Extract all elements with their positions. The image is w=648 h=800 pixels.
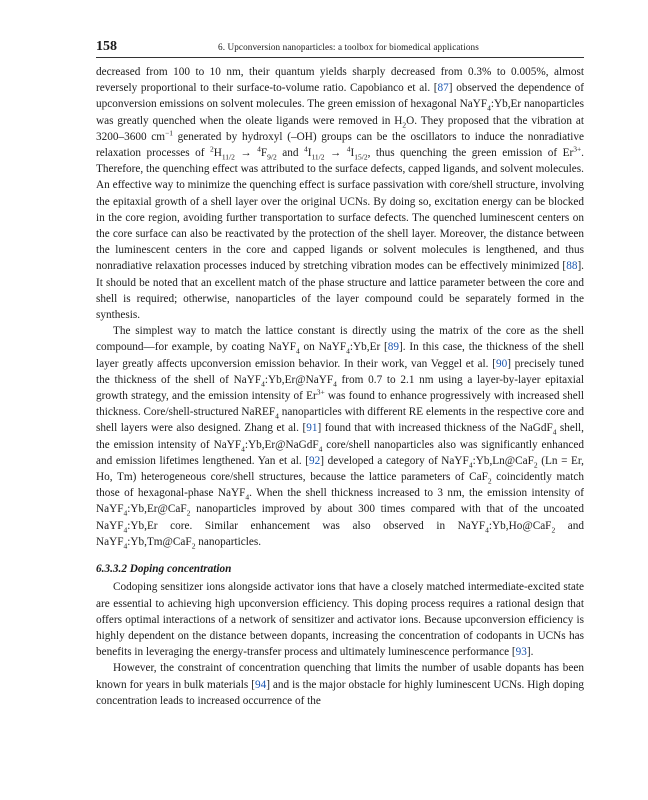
paragraph: decreased from 100 to 10 nm, their quantum yields sharply decreased from 0.3% to 0.005%, almost reversely proportional to their surface-to-volume ratio. Capobianco et al. [87] observed the dependence of upconversion emissions on solvent molecules. The green emission of hexagonal NaYF$_4$:Yb,Er nanoparticles was greatly quenched when the oleate ligands were removed in $H_2O$. They proposed that the vibration at 3200–3600 $cm^{-1}$ generated by hydroxyl (–OH) groups can be the oscillators to induce the nonradiative relaxation processes of $^2H_{11/2} \to ^4F_{9/2}$ and $^4I_{11/2} \to ^4I_{15/2}$, thus quenching the green emission of $Er^{3+}$. Therefore, the quenching effect was attributed to the surface defects, capped ligands, and solvent molecules. An effective way to minimize the quenching effect is surface passivation with core/shell structure, involving the epitaxial growth of a shell layer over the original UCNs. By doing so, excitation energy can be blocked in the core region, avoiding further transportation to surface defects. The quenched luminescent centers on the core surface can also be reactivated by the protection of the shell layer. Moreover, the distance between the luminescent centers in the core and capped ligands or solvent molecules is lengthened, and thus nonradiative relaxation processes induced by stretching vibration modes can be effectively minimized [88]. It should be noted that an excellent match of the phase structure and lattice parameter between the core and shell is required; otherwise, nanoparticles of the layer compound could be separately formed in the synthesis. bbox=[96, 66, 584, 322]
header-rule bbox=[96, 57, 584, 58]
page-number: 158 bbox=[96, 39, 117, 54]
page-header bbox=[96, 39, 584, 55]
section-heading bbox=[96, 561, 584, 577]
citation-link[interactable]: 88 bbox=[566, 260, 578, 273]
citation-link[interactable]: 91 bbox=[306, 422, 318, 435]
body-text bbox=[96, 64, 584, 709]
section-number: 6.3.3.2 bbox=[96, 563, 127, 576]
citation-link[interactable]: 92 bbox=[308, 454, 321, 467]
citation-link[interactable]: 94 bbox=[254, 678, 267, 691]
paragraph: However, the constraint of concentration quenching that limits the number of usable dopants has been known for years in bulk materials [94] and is the major obstacle for highly luminescent UCNs. High doping concentration leads to increased occurrence of the bbox=[96, 662, 584, 707]
running-head: 6. Upconversion nanoparticles: a toolbox for biomedical applications bbox=[218, 42, 479, 52]
paragraph: The simplest way to match the lattice constant is directly using the matrix of the core as the shell compound—for example, by coating NaYF$_4$ on NaYF$_4$:Yb,Er [89]. In this case, the thickness of the shell layer greatly affects upconversion emission behavior. In their work, van Veggel et al. [90] precisely tuned the thickness of the shell of NaYF$_4$:Yb,Er@NaYF$_4$ from 0.7 to 2.1 nm using a layer-by-layer epitaxial growth strategy, and the emission intensity of $Er^{3+}$ was found to enhance progressively with increased shell thickness. Core/shell-structured NaREF$_4$ nanoparticles with different RE elements in the respective core and shell layers were also designed. Zhang et al. [91] found that with increased thickness of the NaGdF$_4$ shell, the emission intensity of NaYF$_4$:Yb,Er@NaGdF$_4$ core/shell nanoparticles also was significantly enhanced and emission lifetimes lengthened. Yan et al. [92] developed a category of NaYF$_4$:Yb,Ln@CaF$_2$ (Ln = Er, Ho, Tm) heterogeneous core/shell structures, because the lattice parameters of CaF$_2$ coincidently match those of hexagonal-phase NaYF$_4$. When the shell thickness increased to 3 nm, the emission intensity of NaYF$_4$:Yb,Er@CaF$_2$ nanoparticles improved by about 300 times compared with that of the uncoated NaYF$_4$:Yb,Er core. Similar enhancement was also observed in NaYF$_4$:Yb,Ho@CaF$_2$ and NaYF$_4$:Yb,Tm@CaF$_2$ nanoparticles. bbox=[96, 325, 585, 551]
citation-link[interactable]: 87 bbox=[437, 82, 449, 95]
citation-link[interactable]: 89 bbox=[387, 341, 400, 354]
citation-link[interactable]: 90 bbox=[495, 357, 508, 370]
section-title: Doping concentration bbox=[129, 563, 232, 576]
citation-link[interactable]: 93 bbox=[515, 646, 527, 659]
paragraph: Codoping sensitizer ions alongside activator ions that have a closely matched intermediate-excited state are essential to achieving high upconversion efficiency. This doping process requires a rational design that offers optimal interactions of a network of sensitizer and activator ions. Because upconversion efficiency is highly dependent on the distance between dopants, increasing the concentration of codopants in UCNs has benefits in leveraging the energy-transfer process and ultimately luminescence performance [93]. bbox=[96, 581, 584, 659]
